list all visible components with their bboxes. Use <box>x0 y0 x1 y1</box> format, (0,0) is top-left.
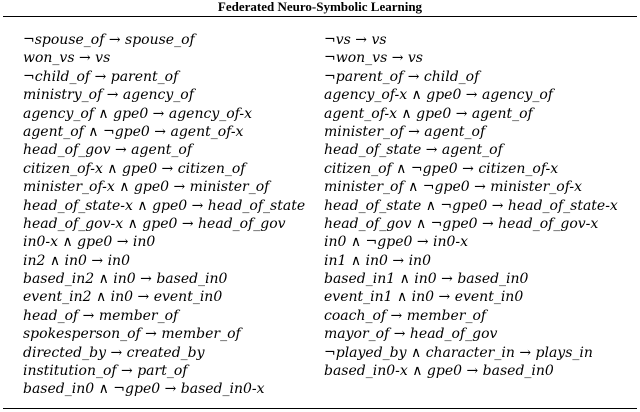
rule-item: agency_of-x ∧ gpe0 → agency_of <box>324 87 553 104</box>
rule-item: ¬won_vs → vs <box>324 50 423 67</box>
rule-item: event_in2 ∧ in0 → event_in0 <box>23 289 223 306</box>
rule-item: based_in1 ∧ in0 → based_in0 <box>324 271 529 288</box>
rule-item: citizen_of-x ∧ gpe0 → citizen_of <box>23 160 246 177</box>
rule-item: head_of_gov-x ∧ gpe0 → head_of_gov <box>23 215 286 232</box>
rule-item: based_in0-x ∧ gpe0 → based_in0 <box>324 363 554 380</box>
rule-item: head_of_state → agent_of <box>324 142 503 159</box>
rule-item: ¬played_by ∧ character_in → plays_in <box>324 344 593 361</box>
rule-item: minister_of → agent_of <box>324 123 486 140</box>
rule-item: head_of_gov → agent_of <box>23 142 192 159</box>
rule-item: in2 ∧ in0 → in0 <box>23 252 130 269</box>
rule-item: mayor_of → head_of_gov <box>324 326 498 343</box>
rule-item: head_of_state-x ∧ gpe0 → head_of_state <box>23 197 306 214</box>
rule-item: minister_of-x ∧ gpe0 → minister_of <box>23 179 270 196</box>
bottom-rule-divider <box>3 408 637 409</box>
rule-item: in1 ∧ in0 → in0 <box>324 252 431 269</box>
rule-item: agent_of ∧ ¬gpe0 → agent_of-x <box>23 123 244 140</box>
rule-item: citizen_of ∧ ¬gpe0 → citizen_of-x <box>324 160 559 177</box>
rule-item: ¬child_of → parent_of <box>23 68 179 85</box>
rules-column-right <box>324 31 618 380</box>
rule-item: based_in2 ∧ in0 → based_in0 <box>23 271 228 288</box>
rule-item: directed_by → created_by <box>23 344 205 361</box>
rule-item: agent_of-x ∧ gpe0 → agent_of <box>324 105 533 122</box>
rule-item: spokesperson_of → member_of <box>23 326 241 343</box>
rule-item: coach_of → member_of <box>324 307 487 324</box>
rules-column-left <box>23 31 305 399</box>
rule-item: event_in1 ∧ in0 → event_in0 <box>324 289 524 306</box>
rule-item: agency_of ∧ gpe0 → agency_of-x <box>23 105 252 122</box>
rule-item: ¬spouse_of → spouse_of <box>23 32 195 48</box>
rule-item: head_of → member_of <box>23 307 179 324</box>
rule-item: won_vs → vs <box>23 50 111 67</box>
rule-item: minister_of ∧ ¬gpe0 → minister_of-x <box>324 179 583 196</box>
rule-item: in0 ∧ ¬gpe0 → in0-x <box>324 234 469 251</box>
rule-item: head_of_gov ∧ ¬gpe0 → head_of_gov-x <box>324 215 599 232</box>
rule-item: ministry_of → agency_of <box>23 87 194 104</box>
rule-item: institution_of → part_of <box>23 363 188 380</box>
page-title: Federated Neuro-Symbolic Learning <box>217 0 423 14</box>
top-rule-divider <box>3 16 637 17</box>
rule-item: head_of_state ∧ ¬gpe0 → head_of_state-x <box>324 197 618 214</box>
rule-item: based_in0 ∧ ¬gpe0 → based_in0-x <box>23 381 265 398</box>
rule-item: ¬vs → vs <box>324 32 387 48</box>
rule-item: ¬parent_of → child_of <box>324 68 480 85</box>
rule-item: in0-x ∧ gpe0 → in0 <box>23 234 156 251</box>
